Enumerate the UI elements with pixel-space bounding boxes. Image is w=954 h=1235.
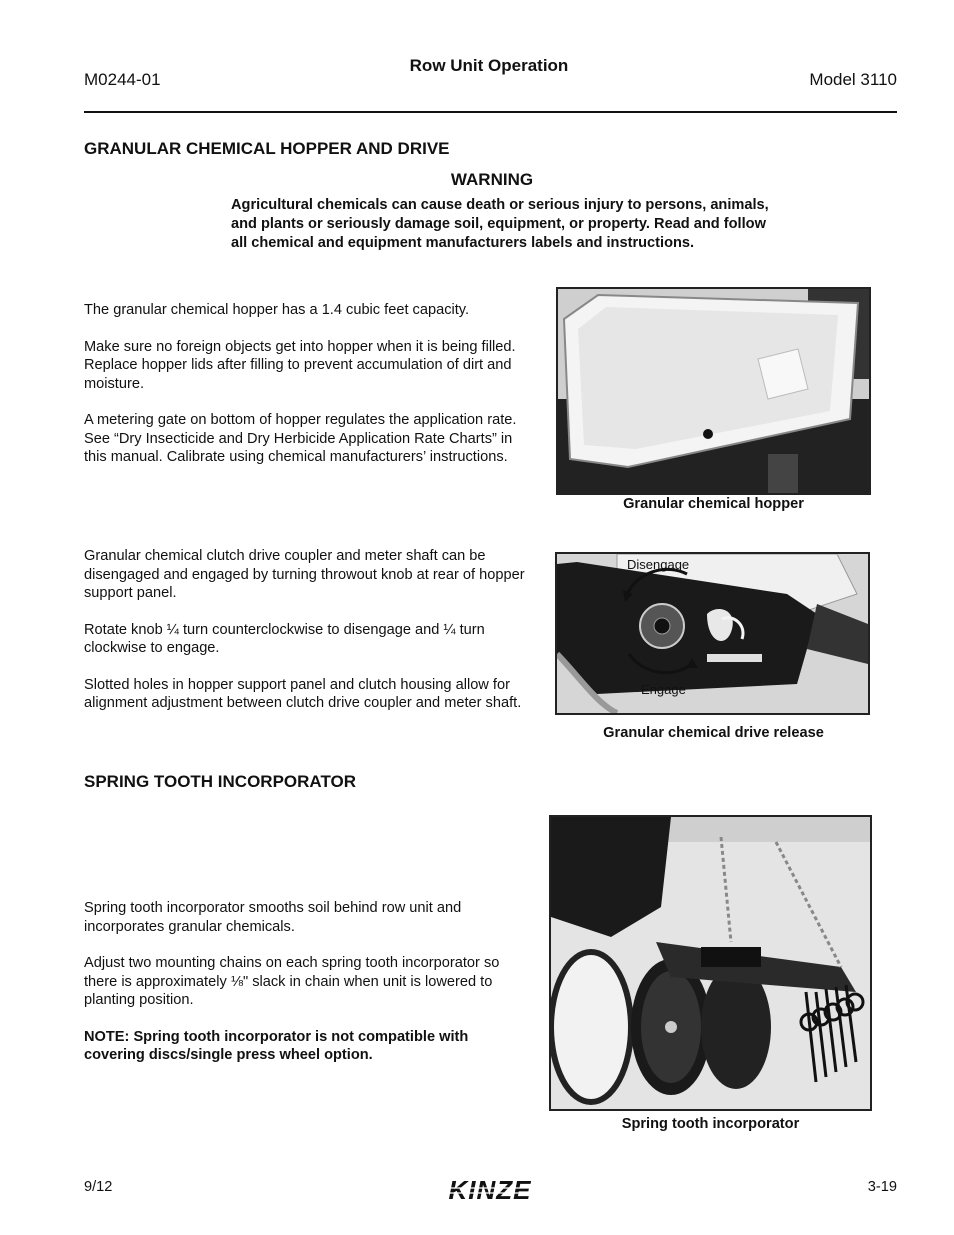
hopper-caption: Granular chemical hopper bbox=[623, 496, 804, 512]
drive-paragraph: Granular chemical clutch drive coupler and meter shaft can be disengaged and engaged by turning throwout knob at rear of hopper support panel. bbox=[84, 548, 525, 601]
hopper-paragraphs bbox=[84, 301, 529, 467]
kinze-logo bbox=[431, 1176, 549, 1204]
spring-tooth-caption: Spring tooth incorporator bbox=[621, 1116, 800, 1132]
spring-section-title: SPRING TOOTH INCORPORATOR bbox=[84, 772, 357, 791]
hopper-section-title: GRANULAR CHEMICAL HOPPER AND DRIVE bbox=[84, 139, 450, 158]
spring-note: NOTE: Spring tooth incorporator is not compatible with covering discs/single press wheel option. bbox=[84, 1028, 469, 1063]
footer-date: 9/12 bbox=[84, 1179, 113, 1195]
engage-label: Engage bbox=[641, 682, 686, 697]
header-rule bbox=[84, 111, 897, 113]
spring-tooth-photo bbox=[549, 815, 872, 1111]
drive-release-caption: Granular chemical drive release bbox=[603, 725, 824, 741]
drive-paragraphs bbox=[84, 547, 529, 713]
drive-paragraph: Rotate knob ¼ turn counterclockwise to disengage and ¼ turn clockwise to engage. bbox=[84, 621, 485, 656]
section-title: Row Unit Operation bbox=[409, 56, 569, 75]
doc-number: M0244-01 bbox=[84, 70, 161, 89]
hopper-paragraph: The granular chemical hopper has a 1.4 cubic feet capacity. bbox=[84, 302, 470, 318]
spring-paragraphs bbox=[84, 899, 529, 1065]
disengage-label: Disengage bbox=[627, 557, 690, 572]
hopper-paragraph: A metering gate on bottom of hopper regulates the application rate. See “Dry Insecticide and Dry Herbicide Application Rate Charts” in this manual. Calibrate using chemical manufacturers’ instructions. bbox=[84, 412, 517, 465]
hopper-paragraph: Make sure no foreign objects get into hopper when it is being filled. Replace hopper lids after filling to prevent accumulation of dirt and moisture. bbox=[84, 338, 516, 392]
logo-text: KINZE bbox=[448, 1176, 532, 1204]
drive-paragraph: Slotted holes in hopper support panel and clutch housing allow for alignment adjustment between clutch drive coupler and meter shaft. bbox=[84, 676, 522, 711]
hopper-photo bbox=[556, 287, 871, 495]
warning-title: WARNING bbox=[450, 170, 534, 189]
model-number: Model 3110 bbox=[809, 70, 897, 89]
spring-paragraph: Adjust two mounting chains on each spring tooth incorporator so there is approximately ⅛" slack in chain when unit is lowered to planting position. bbox=[84, 955, 500, 1008]
drive-release-photo bbox=[555, 552, 870, 715]
warning-text: Agricultural chemicals can cause death or serious injury to persons, animals, and plants or seriously damage soil, equipment, or property. Read and follow all chemical and equipment manufacturers labels and instructions. bbox=[231, 197, 769, 251]
footer-page-number: 3-19 bbox=[867, 1179, 897, 1195]
spring-paragraph: Spring tooth incorporator smooths soil behind row unit and incorporates granular chemicals. bbox=[84, 900, 462, 935]
